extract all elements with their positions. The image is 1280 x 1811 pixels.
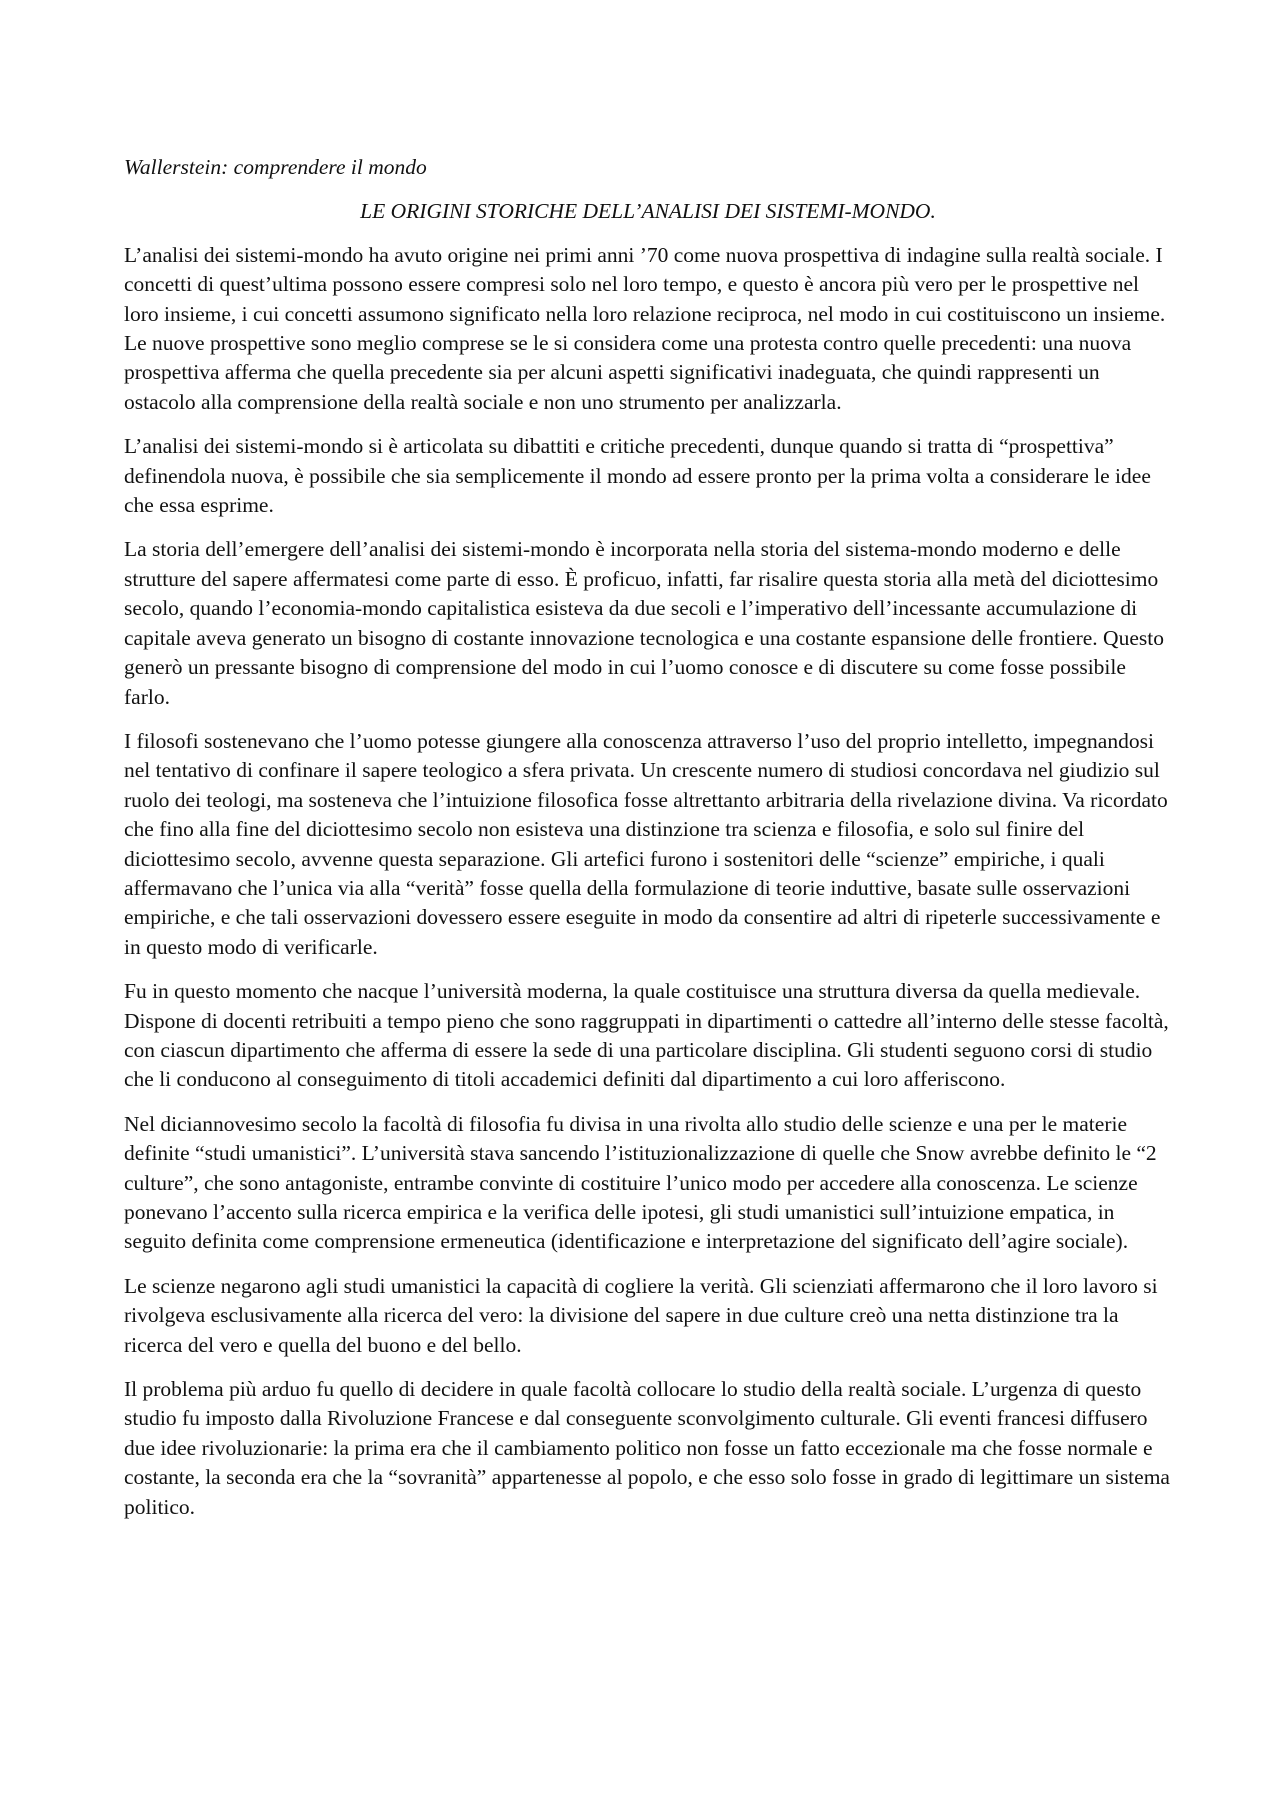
paragraph-4: I filosofi sostenevano che l’uomo potesse giungere alla conoscenza attraverso l’uso del proprio intelletto, impegnandosi nel tentativo di confinare il sapere teologico a sfera privata. Un crescente numero di studiosi concordava nel giudizio sul ruolo dei teologi, ma sosteneva che l’intuizione filosofica fosse altrettanto arbitraria della rivelazione divina. Va ricordato che fino alla fine del diciottesimo secolo non esisteva una distinzione tra scienza e filosofia, e solo sul finire del diciottesimo secolo, avvenne questa separazione. Gli artefici furono i sostenitori delle “scienze” empiriche, i quali affermavano che l’unica via alla “verità” fosse quella della formulazione di teorie induttive, basate sulle osservazioni empiriche, e che tali osservazioni dovessero essere eseguite in modo da consentire ad altri di ripeterle successivamente e in questo modo di verificarle. (124, 728, 1168, 959)
paragraph-1: L’analisi dei sistemi-mondo ha avuto origine nei primi anni ’70 come nuova prospettiva di indagine sulla realtà sociale. I concetti di quest’ultima possono essere compresi solo nel loro tempo, e questo è ancora più vero per le prospettive nel loro insieme, i cui concetti assumono significato nella loro relazione reciproca, nel modo in cui costituiscono un insieme. Le nuove prospettive sono meglio comprese se le si considera come una protesta contro quelle precedenti: una nuova prospettiva afferma che quella precedente sia per alcuni aspetti significativi inadeguata, che quindi rappresenti un ostacolo alla comprensione della realtà sociale e non uno strumento per analizzarla. (124, 242, 1166, 414)
paragraph-8: Il problema più arduo fu quello di decidere in quale facoltà collocare lo studio della realtà sociale. L’urgenza di questo studio fu imposto dalla Rivoluzione Francese e dal conseguente sconvolgimento culturale. Gli eventi francesi diffusero due idee rivoluzionarie: la prima era che il cambiamento politico non fosse un fatto eccezionale ma che fosse normale e costante, la seconda era che la “sovranità” appartenesse al popolo, e che esso solo fosse in grado di legittimare un sistema politico. (124, 1377, 1170, 1519)
paragraph-2: L’analisi dei sistemi-mondo si è articolata su dibattiti e critiche precedenti, dunque quando si tratta di “prospettiva” definendola nuova, è possibile che sia semplicemente il mondo ad essere pronto per la prima volta a considerare le idee che essa esprime. (124, 434, 1151, 518)
paragraph-3: La storia dell’emergere dell’analisi dei sistemi-mondo è incorporata nella storia del sistema-mondo moderno e delle strutture del sapere affermatesi come parte di esso. È proficuo, infatti, far risalire questa storia alla metà del diciottesimo secolo, quando l’economia-mondo capitalistica esisteva da due secoli e l’imperativo dell’incessante accumulazione di capitale aveva generato un bisogno di costante innovazione tecnologica e una costante espansione delle frontiere. Questo generò un pressante bisogno di comprensione del modo in cui l’uomo conosce e di discutere su come fosse possibile farlo. (124, 537, 1164, 709)
document-header: Wallerstein: comprendere il mondo (124, 155, 427, 179)
paragraph-5: Fu in questo momento che nacque l’università moderna, la quale costituisce una struttura diversa da quella medievale. Dispone di docenti retribuiti a tempo pieno che sono raggruppati in dipartimenti o cattedre all’interno delle stesse facoltà, con ciascun dipartimento che afferma di essere la sede di una particolare disciplina. Gli studenti seguono corsi di studio che li conducono al conseguimento di titoli accademici definiti dal dipartimento a cui loro afferiscono. (124, 979, 1169, 1092)
paragraph-7: Le scienze negarono agli studi umanistici la capacità di cogliere la verità. Gli scienziati affermarono che il loro lavoro si rivolgeva esclusivamente alla ricerca del vero: la divisione del sapere in due culture creò una netta distinzione tra la ricerca del vero e quella del buono e del bello. (124, 1273, 1158, 1357)
document-title: LE ORIGINI STORICHE DELL’ANALISI DEI SISTEMI-MONDO. (360, 199, 936, 224)
document-body (124, 153, 1172, 1537)
paragraph-6: Nel diciannovesimo secolo la facoltà di filosofia fu divisa in una rivolta allo studio delle scienze e una per le materie definite “studi umanistici”. L’università stava sancendo l’istituzionalizzazione di quelle che Snow avrebbe definito le “2 culture”, che sono antagoniste, entrambe convinte di costituire l’unico modo per accedere alla conoscenza. Le scienze ponevano l’accento sulla ricerca empirica e la verifica delle ipotesi, gli studi umanistici sull’intuizione empatica, in seguito definita come comprensione ermeneutica (identificazione e interpretazione del significato dell’agire sociale). (124, 1111, 1157, 1254)
